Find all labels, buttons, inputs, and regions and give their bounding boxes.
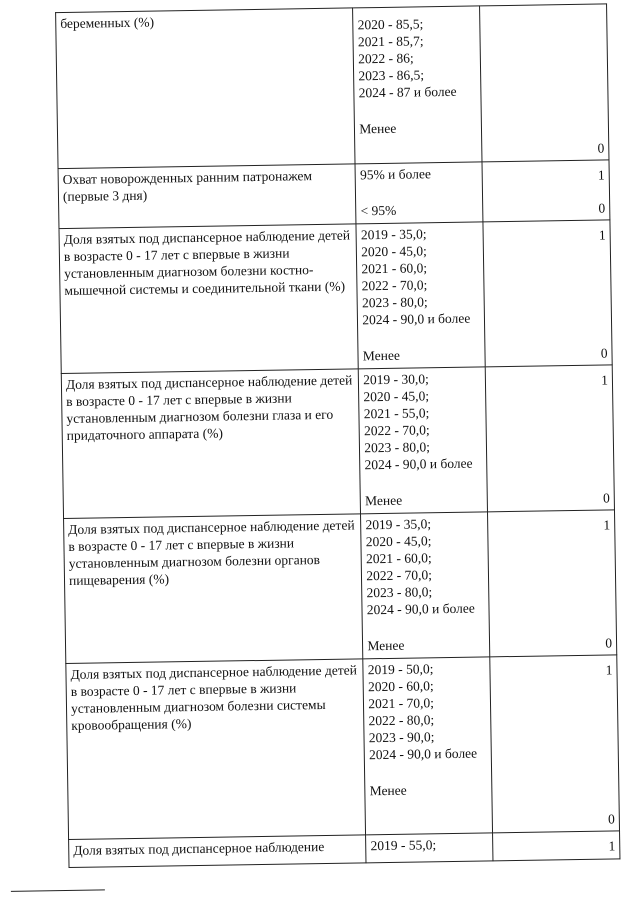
score-not-met: 0 — [598, 200, 606, 216]
indicator-cell — [66, 659, 366, 840]
score-not-met: 0 — [597, 140, 605, 156]
target-value: 2021 - 85,7; — [357, 33, 424, 50]
score-met: 1 — [608, 838, 616, 854]
target-value: 2023 - 80,0; — [364, 439, 431, 456]
target-value: 2022 - 70,0; — [366, 567, 433, 584]
table-row — [58, 160, 610, 229]
indicator-text: Доля взятых под диспансерное наблюдение детей в возрасте 0 - 17 лет с впервые в жизни установленным диагнозом болезни системы кровообращения (%) — [70, 662, 357, 733]
score-cell — [485, 365, 614, 512]
table-row — [56, 4, 609, 169]
target-value: 2021 - 60,0; — [365, 550, 432, 567]
score-met: 1 — [605, 662, 613, 678]
indicator-cell — [64, 514, 364, 664]
lower-threshold: Менее — [362, 347, 400, 364]
lower-threshold: Менее — [369, 782, 407, 799]
indicator-text: Доля взятых под диспансерное наблюдение — [73, 838, 325, 858]
table-row — [64, 510, 617, 664]
indicator-text: Охват новорожденных ранним патронажем (первые 3 дня) — [62, 168, 313, 205]
target-value: 2024 - 90,0 и более — [368, 745, 478, 763]
indicator-text: Доля взятых под диспансерное наблюдение детей в возрасте 0 - 17 лет с впервые в жизни установленным диагнозом болезни органов пищеварения (%) — [68, 517, 355, 588]
score-met: 1 — [598, 227, 606, 243]
target-value: 2022 - 86; — [358, 50, 414, 67]
target-value: 2024 - 90,0 и более — [364, 455, 473, 473]
score-not-met: 0 — [602, 490, 610, 506]
lower-threshold: < 95% — [360, 202, 397, 219]
score-cell — [493, 831, 620, 861]
target-value: 2022 - 70,0; — [363, 422, 430, 439]
target-values-cell — [353, 6, 482, 164]
target-values-cell — [356, 222, 485, 369]
score-cell — [480, 4, 609, 162]
score-met: 1 — [597, 167, 605, 183]
target-values-cell — [363, 657, 493, 835]
score-cell — [488, 510, 617, 657]
target-value: 2024 - 87 и более — [358, 83, 457, 101]
target-value: 2024 - 90,0 и более — [362, 310, 471, 328]
target-value: 95% и более — [359, 166, 431, 183]
indicator-cell — [58, 164, 356, 229]
table-row — [59, 220, 612, 374]
indicator-cell — [56, 8, 356, 169]
target-values-cell — [359, 367, 488, 514]
target-value: 2022 - 80,0; — [368, 712, 435, 729]
score-not-met: 0 — [600, 345, 608, 361]
score-not-met: 0 — [605, 635, 613, 651]
target-value: 2021 - 70,0; — [368, 695, 435, 712]
target-value: 2023 - 80,0; — [361, 294, 428, 311]
target-value: 2023 - 90,0; — [368, 729, 435, 746]
score-cell — [482, 160, 610, 222]
target-value: 2022 - 70,0; — [361, 277, 428, 294]
indicator-text: беременных (%) — [60, 14, 155, 32]
table-row — [66, 655, 620, 840]
target-value: 2021 - 60,0; — [361, 260, 428, 277]
lower-threshold: Менее — [367, 637, 405, 654]
target-value: 2021 - 55,0; — [363, 405, 430, 422]
target-value: 2020 - 45,0; — [361, 243, 427, 260]
footnote-separator — [11, 889, 105, 891]
target-value: 2020 - 85,5; — [357, 16, 424, 33]
indicators-table — [55, 3, 620, 868]
target-value: 2019 - 35,0; — [365, 516, 432, 533]
target-value: 2019 - 30,0; — [363, 371, 429, 388]
target-value: 2020 - 45,0; — [365, 533, 432, 550]
target-value: 2024 - 90,0 и более — [366, 600, 475, 618]
lower-threshold: Менее — [364, 492, 403, 509]
table-row — [61, 365, 614, 519]
indicator-cell — [61, 369, 361, 519]
score-not-met: 0 — [607, 811, 615, 827]
target-value: 2019 - 35,0; — [360, 226, 427, 243]
target-values-cell — [355, 162, 483, 224]
lower-threshold: Менее — [359, 120, 397, 137]
score-met — [484, 11, 602, 13]
target-values-cell — [361, 512, 490, 659]
score-cell — [490, 655, 620, 833]
target-value: 2023 - 86,5; — [358, 67, 425, 84]
indicator-text: Доля взятых под диспансерное наблюдение детей в возрасте 0 - 17 лет с впервые в жизни установленным диагнозом болезни костно-мышечной системы и соединительной ткани (%) — [63, 227, 351, 298]
target-value: 2020 - 60,0; — [367, 678, 434, 695]
indicator-text: Доля взятых под диспансерное наблюдение детей в возрасте 0 - 17 лет с впервые в жизни установленным диагнозом болезни глаза и его придаточного аппарата (%) — [65, 372, 353, 443]
target-value: 2019 - 55,0; — [370, 837, 437, 854]
score-met: 1 — [601, 372, 609, 388]
target-value: 2020 - 45,0; — [363, 388, 430, 405]
indicator-cell — [59, 224, 359, 374]
score-met: 1 — [603, 517, 611, 533]
target-value: 2019 - 50,0; — [367, 661, 434, 678]
target-values-cell — [366, 833, 493, 863]
indicator-cell — [69, 835, 367, 868]
score-cell — [483, 220, 612, 367]
target-value: 2023 - 80,0; — [366, 584, 433, 601]
